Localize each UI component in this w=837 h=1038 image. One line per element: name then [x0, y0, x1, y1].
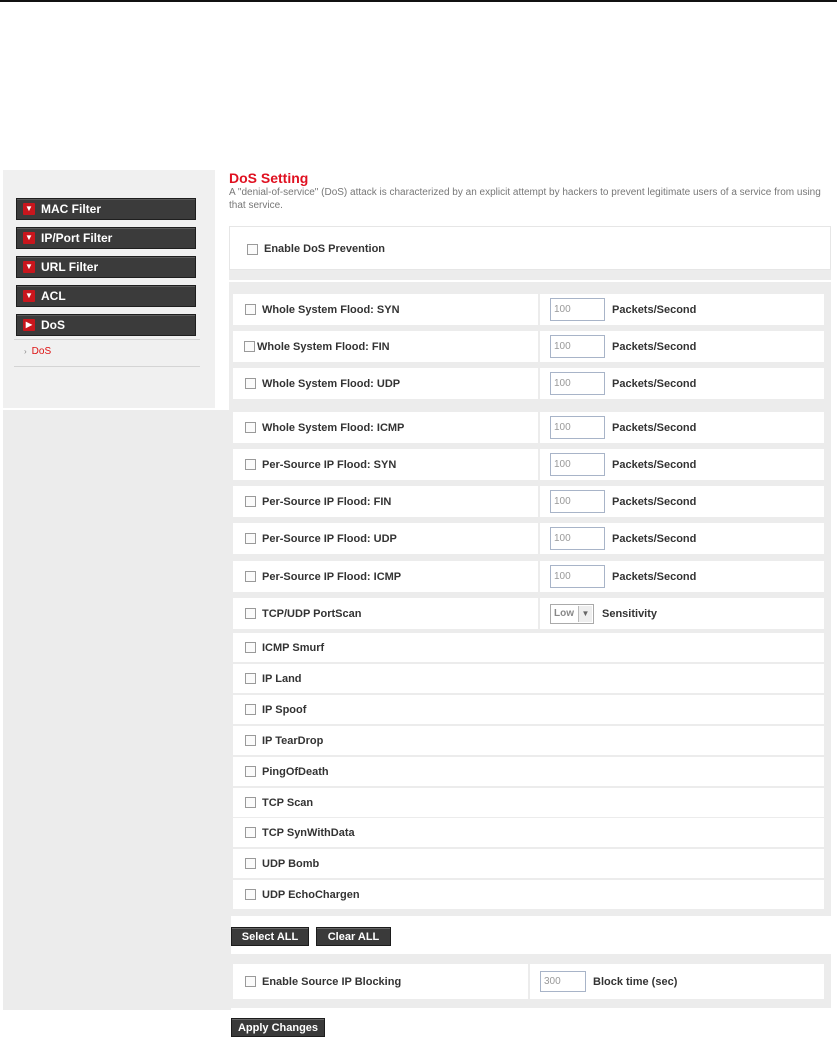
row-label-cell — [233, 695, 824, 724]
unit-label: Packets/Second — [612, 495, 697, 508]
row-checkbox[interactable] — [245, 571, 256, 582]
row-label-cell — [233, 486, 538, 517]
sidebar-lower-area — [3, 410, 231, 1010]
table-row — [233, 412, 824, 443]
packets-input[interactable] — [550, 416, 605, 439]
sidebar-item-ip-port-filter[interactable] — [16, 227, 196, 249]
unit-label: Packets/Second — [612, 458, 697, 471]
packets-input[interactable] — [550, 335, 605, 358]
row-checkbox[interactable] — [245, 673, 256, 684]
table-row — [233, 368, 824, 399]
select-all-button[interactable]: Select ALL — [231, 927, 309, 946]
row-label-cell — [233, 964, 528, 999]
row-label-cell — [233, 331, 538, 362]
row-checkbox[interactable] — [245, 608, 256, 619]
page-description: A "denial-of-service" (DoS) attack is characterized by an explicit attempt by hackers to prevent legitimate users of a service from using that service. — [229, 187, 821, 211]
sidebar-item-label: MAC Filter — [41, 202, 101, 216]
row-label-cell — [233, 757, 824, 786]
sensitivity-value: Low — [554, 608, 574, 619]
row-label: TCP/UDP PortScan — [262, 607, 362, 620]
row-value-cell — [530, 964, 824, 999]
clear-all-button[interactable]: Clear ALL — [316, 927, 391, 946]
table-row — [233, 598, 824, 629]
sidebar-item-label: IP/Port Filter — [41, 231, 113, 245]
panel-gap — [229, 270, 831, 280]
table-row — [233, 331, 824, 362]
row-label: Per-Source IP Flood: UDP — [262, 532, 397, 545]
table-row — [233, 788, 824, 817]
row-value-cell — [540, 523, 824, 554]
row-value-cell — [540, 368, 824, 399]
chevron-down-icon: ▼ — [23, 232, 35, 244]
enable-dos-panel — [229, 226, 831, 270]
row-label: Enable Source IP Blocking — [262, 975, 402, 988]
row-value-cell — [540, 412, 824, 443]
table-row — [233, 664, 824, 693]
sidebar-subitem-dos[interactable] — [24, 346, 51, 357]
row-label: Per-Source IP Flood: SYN — [262, 458, 397, 471]
row-checkbox[interactable] — [244, 341, 255, 352]
row-value-cell — [540, 598, 824, 629]
table-row — [233, 757, 824, 786]
unit-label: Packets/Second — [612, 532, 697, 545]
sidebar-item-label: DoS — [41, 318, 65, 332]
row-label: PingOfDeath — [262, 765, 329, 778]
row-label-cell — [233, 788, 824, 817]
sidebar-item-dos[interactable] — [16, 314, 196, 336]
sidebar-subitem-label: DoS — [31, 346, 52, 357]
row-checkbox[interactable] — [245, 827, 256, 838]
row-label-cell — [233, 294, 538, 325]
row-value-cell — [540, 294, 824, 325]
row-label: Per-Source IP Flood: FIN — [262, 495, 392, 508]
divider — [14, 366, 200, 367]
row-label: Whole System Flood: FIN — [257, 340, 390, 353]
sensitivity-select[interactable] — [550, 604, 594, 624]
row-checkbox[interactable] — [245, 889, 256, 900]
table-row — [233, 849, 824, 878]
unit-label: Packets/Second — [612, 421, 697, 434]
chevron-down-icon: ▼ — [23, 203, 35, 215]
row-label-cell — [233, 598, 538, 629]
enable-dos-checkbox[interactable] — [247, 244, 258, 255]
packets-input[interactable] — [550, 565, 605, 588]
row-label-cell — [233, 849, 824, 878]
row-label: Whole System Flood: ICMP — [262, 421, 405, 434]
packets-input[interactable] — [550, 298, 605, 321]
unit-label: Packets/Second — [612, 377, 697, 390]
row-label-cell — [233, 523, 538, 554]
row-value-cell — [540, 449, 824, 480]
sidebar-item-label: ACL — [41, 289, 66, 303]
row-value-cell — [540, 486, 824, 517]
row-value-cell — [540, 561, 824, 592]
row-label: TCP SynWithData — [262, 826, 355, 839]
row-label: Whole System Flood: SYN — [262, 303, 400, 316]
unit-label: Sensitivity — [602, 607, 658, 620]
row-label-cell — [233, 368, 538, 399]
row-label: Per-Source IP Flood: ICMP — [262, 570, 402, 583]
row-label-cell — [233, 449, 538, 480]
row-checkbox[interactable] — [245, 459, 256, 470]
top-rule — [0, 0, 837, 2]
sidebar-item-url-filter[interactable] — [16, 256, 196, 278]
sidebar-item-acl[interactable] — [16, 285, 196, 307]
apply-changes-button[interactable]: Apply Changes — [231, 1018, 325, 1037]
row-label-cell — [233, 664, 824, 693]
table-row — [233, 561, 824, 592]
row-label-cell — [233, 880, 824, 909]
chevron-down-icon: ▼ — [23, 290, 35, 302]
chevron-right-icon: ▶ — [23, 319, 35, 331]
table-row — [233, 633, 824, 662]
row-label: ICMP Smurf — [262, 641, 325, 654]
row-checkbox[interactable] — [245, 704, 256, 715]
sidebar-item-label: URL Filter — [41, 260, 99, 274]
table-row — [233, 880, 824, 909]
table-row — [233, 964, 824, 999]
row-label: UDP EchoChargen — [262, 888, 360, 901]
row-checkbox[interactable] — [245, 496, 256, 507]
row-value-cell — [540, 331, 824, 362]
chevron-down-icon: ▼ — [578, 606, 592, 622]
block-time-input[interactable] — [540, 971, 586, 992]
row-checkbox[interactable] — [245, 735, 256, 746]
packets-input[interactable] — [550, 490, 605, 513]
bullet-arrow-icon: › — [24, 347, 27, 356]
row-checkbox[interactable] — [245, 642, 256, 653]
row-checkbox[interactable] — [245, 766, 256, 777]
unit-label: Packets/Second — [612, 340, 697, 353]
row-label: IP TearDrop — [262, 734, 324, 747]
row-checkbox[interactable] — [245, 797, 256, 808]
chevron-down-icon: ▼ — [23, 261, 35, 273]
table-row — [233, 818, 824, 847]
row-label-cell — [233, 633, 824, 662]
table-row — [233, 523, 824, 554]
row-checkbox[interactable] — [245, 304, 256, 315]
table-row — [233, 695, 824, 724]
packets-input[interactable] — [550, 453, 605, 476]
row-label: IP Spoof — [262, 703, 307, 716]
row-label-cell — [233, 818, 824, 847]
sidebar-item-mac-filter[interactable] — [16, 198, 196, 220]
unit-label: Packets/Second — [612, 570, 697, 583]
source-ip-blocking-checkbox[interactable] — [245, 976, 256, 987]
page-title: DoS Setting — [229, 170, 309, 186]
row-checkbox[interactable] — [245, 858, 256, 869]
row-label: Whole System Flood: UDP — [262, 377, 401, 390]
row-label-cell — [233, 726, 824, 755]
row-label-cell — [233, 561, 538, 592]
row-label-cell — [233, 412, 538, 443]
divider — [14, 339, 200, 340]
row-checkbox[interactable] — [245, 533, 256, 544]
enable-dos-label: Enable DoS Prevention — [264, 243, 386, 255]
row-label: UDP Bomb — [262, 857, 320, 870]
packets-input[interactable] — [550, 527, 605, 550]
row-label: IP Land — [262, 672, 302, 685]
packets-input[interactable] — [550, 372, 605, 395]
table-row — [233, 486, 824, 517]
table-row — [233, 294, 824, 325]
unit-label: Packets/Second — [612, 303, 697, 316]
table-row — [233, 726, 824, 755]
unit-label: Block time (sec) — [593, 975, 678, 988]
row-label: TCP Scan — [262, 796, 314, 809]
row-checkbox[interactable] — [245, 378, 256, 389]
row-checkbox[interactable] — [245, 422, 256, 433]
table-row — [233, 449, 824, 480]
